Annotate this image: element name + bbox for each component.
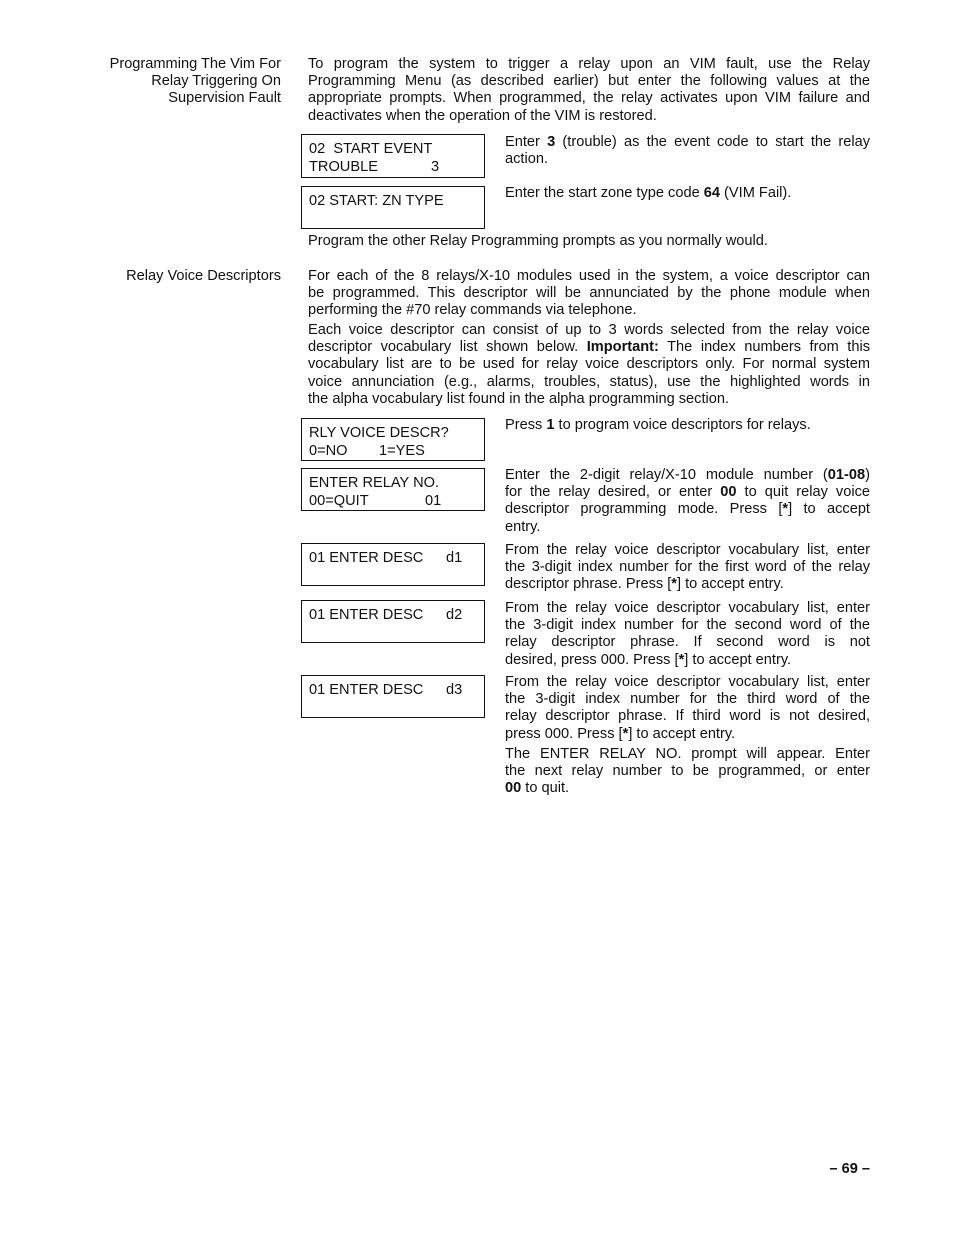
text-bold: *: [782, 501, 789, 518]
prompt-line: 02 START: ZN TYPE: [309, 193, 444, 209]
prompt-description: [505, 185, 870, 202]
text-line: deactivates when the operation of the VIM is restored.: [308, 107, 657, 124]
text-line: the next relay number to be programmed, or enter: [505, 763, 870, 780]
text-line: voice annunciation (e.g., alarms, troubles, status), use the highlighted words in: [308, 373, 870, 390]
section-heading-vim-relay: [60, 56, 281, 108]
text-line: entry.: [505, 518, 541, 535]
prompt-line: RLY VOICE DESCR?: [309, 425, 449, 441]
keypad-prompt-enter-desc-d3: [301, 675, 485, 718]
text: to quit relay voice: [736, 484, 871, 501]
prompt-description: [505, 467, 870, 536]
text: descriptor programming mode. Press [: [505, 501, 783, 518]
prompt-line: 01 ENTER DESC: [309, 682, 424, 698]
keypad-prompt-zone-type: [301, 186, 485, 229]
text: desired, press 000. Press [: [505, 651, 679, 668]
text-line: Each voice descriptor can consist of up to 3 words selected from the relay voice: [308, 322, 870, 338]
text-line: From the relay voice descriptor vocabulary list, enter: [505, 600, 870, 616]
text-line: Program the other Relay Programming prompts as you normally would.: [308, 233, 768, 249]
prompt-description: [505, 134, 870, 168]
text-bold: 01-08: [827, 467, 866, 483]
text-line: To program the system to trigger a relay upon an VIM fault, use the Relay: [308, 56, 870, 72]
keypad-prompt-rly-voice-descr: [301, 418, 485, 461]
text-line: Programming Menu (as described earlier) but enter the following values at the: [308, 73, 870, 90]
voice-descriptor-paragraph-2: [308, 322, 870, 408]
text: ] to accept entry.: [684, 651, 792, 668]
text-bold: 64: [703, 185, 720, 201]
text: to quit.: [521, 780, 570, 797]
text: for the relay desired, or enter: [505, 484, 721, 501]
text: Enter: [505, 134, 548, 150]
closing-note: [308, 233, 870, 250]
text-bold: *: [678, 651, 685, 668]
prompt-line: ENTER RELAY NO.: [309, 475, 440, 491]
text-line: the 3-digit index number for the second word of the: [505, 617, 870, 634]
heading-line: Relay Voice Descriptors: [126, 268, 281, 284]
text: press 000. Press [: [505, 725, 623, 742]
text-bold: 00: [720, 484, 737, 501]
prompt-description: [505, 674, 870, 743]
text: ] to accept entry.: [628, 725, 736, 742]
text-line: the 3-digit index number for the first word of the relay: [505, 559, 870, 576]
text-line: the 3-digit index number for the third word of the: [505, 691, 870, 708]
keypad-prompt-enter-relay-no: [301, 468, 485, 511]
heading-line: Programming The Vim For: [109, 56, 281, 72]
text: ): [865, 467, 870, 483]
final-note: [505, 746, 870, 798]
text-line: For each of the 8 relays/X-10 modules used in the system, a voice descriptor can: [308, 268, 870, 284]
prompt-line: 01 ENTER DESC: [309, 550, 424, 566]
prompt-value: d1: [446, 550, 463, 566]
prompt-value: d3: [446, 682, 463, 698]
text: ] to accept entry.: [676, 576, 784, 593]
text-line: From the relay voice descriptor vocabulary list, enter: [505, 674, 870, 690]
text-line: The ENTER RELAY NO. prompt will appear. Enter: [505, 746, 870, 762]
prompt-description: [505, 417, 870, 434]
text-bold: *: [622, 725, 629, 742]
page-number: – 69 –: [829, 1161, 870, 1177]
keypad-prompt-enter-desc-d1: [301, 543, 485, 586]
text-line: action.: [505, 151, 548, 168]
keypad-prompt-start-event: [301, 134, 485, 178]
text-bold: 3: [547, 134, 556, 150]
section-heading-voice-descriptors: [60, 268, 281, 285]
text-bold: 1: [546, 417, 555, 433]
voice-descriptor-paragraph-1: [308, 268, 870, 320]
text-line: the alpha vocabulary list found in the alpha programming section.: [308, 390, 730, 407]
heading-line: Relay Triggering On: [151, 73, 281, 90]
prompt-description: [505, 542, 870, 594]
text: ] to accept: [788, 501, 870, 518]
heading-line: Supervision Fault: [168, 90, 281, 107]
text-line: appropriate prompts. When programmed, the relay activates upon VIM failure and: [308, 90, 870, 107]
text-line: performing the #70 relay commands via telephone.: [308, 302, 637, 319]
prompt-option: 00=QUIT: [309, 492, 369, 509]
text: (trouble) as the event code to start the relay: [555, 134, 870, 150]
prompt-value: 3: [431, 158, 440, 175]
text-line: relay descriptor phrase. If third word is not desired,: [505, 708, 870, 725]
text-line: From the relay voice descriptor vocabulary list, enter: [505, 542, 870, 558]
text: to program voice descriptors for relays.: [554, 417, 811, 433]
intro-paragraph: [308, 56, 870, 125]
prompt-line: TROUBLE: [309, 158, 378, 175]
text: The index numbers from this: [658, 339, 870, 356]
text: Enter the start zone type code: [505, 185, 704, 201]
text-bold: Important:: [586, 339, 659, 356]
text: (VIM Fail).: [720, 185, 792, 201]
text: Enter the 2-digit relay/X-10 module number (: [505, 467, 828, 483]
text: descriptor phrase. Press [: [505, 576, 672, 593]
prompt-value: d2: [446, 607, 463, 623]
prompt-option: 1=YES: [379, 442, 425, 459]
keypad-prompt-enter-desc-d2: [301, 600, 485, 643]
prompt-option: 0=NO: [309, 442, 348, 459]
text-line: relay descriptor phrase. If second word is not: [505, 634, 870, 651]
text-line: be programmed. This descriptor will be annunciated by the phone module when: [308, 285, 870, 302]
text-bold: *: [671, 576, 677, 593]
prompt-value: 01: [425, 492, 442, 509]
prompt-description: [505, 600, 870, 669]
text: descriptor vocabulary list shown below.: [308, 339, 587, 356]
text: Press: [505, 417, 547, 433]
prompt-line: 01 ENTER DESC: [309, 607, 424, 623]
text-line: vocabulary list are to be used for relay voice descriptors only. For normal system: [308, 356, 870, 373]
prompt-line: 02 START EVENT: [309, 141, 433, 157]
text-bold: 00: [505, 780, 522, 797]
